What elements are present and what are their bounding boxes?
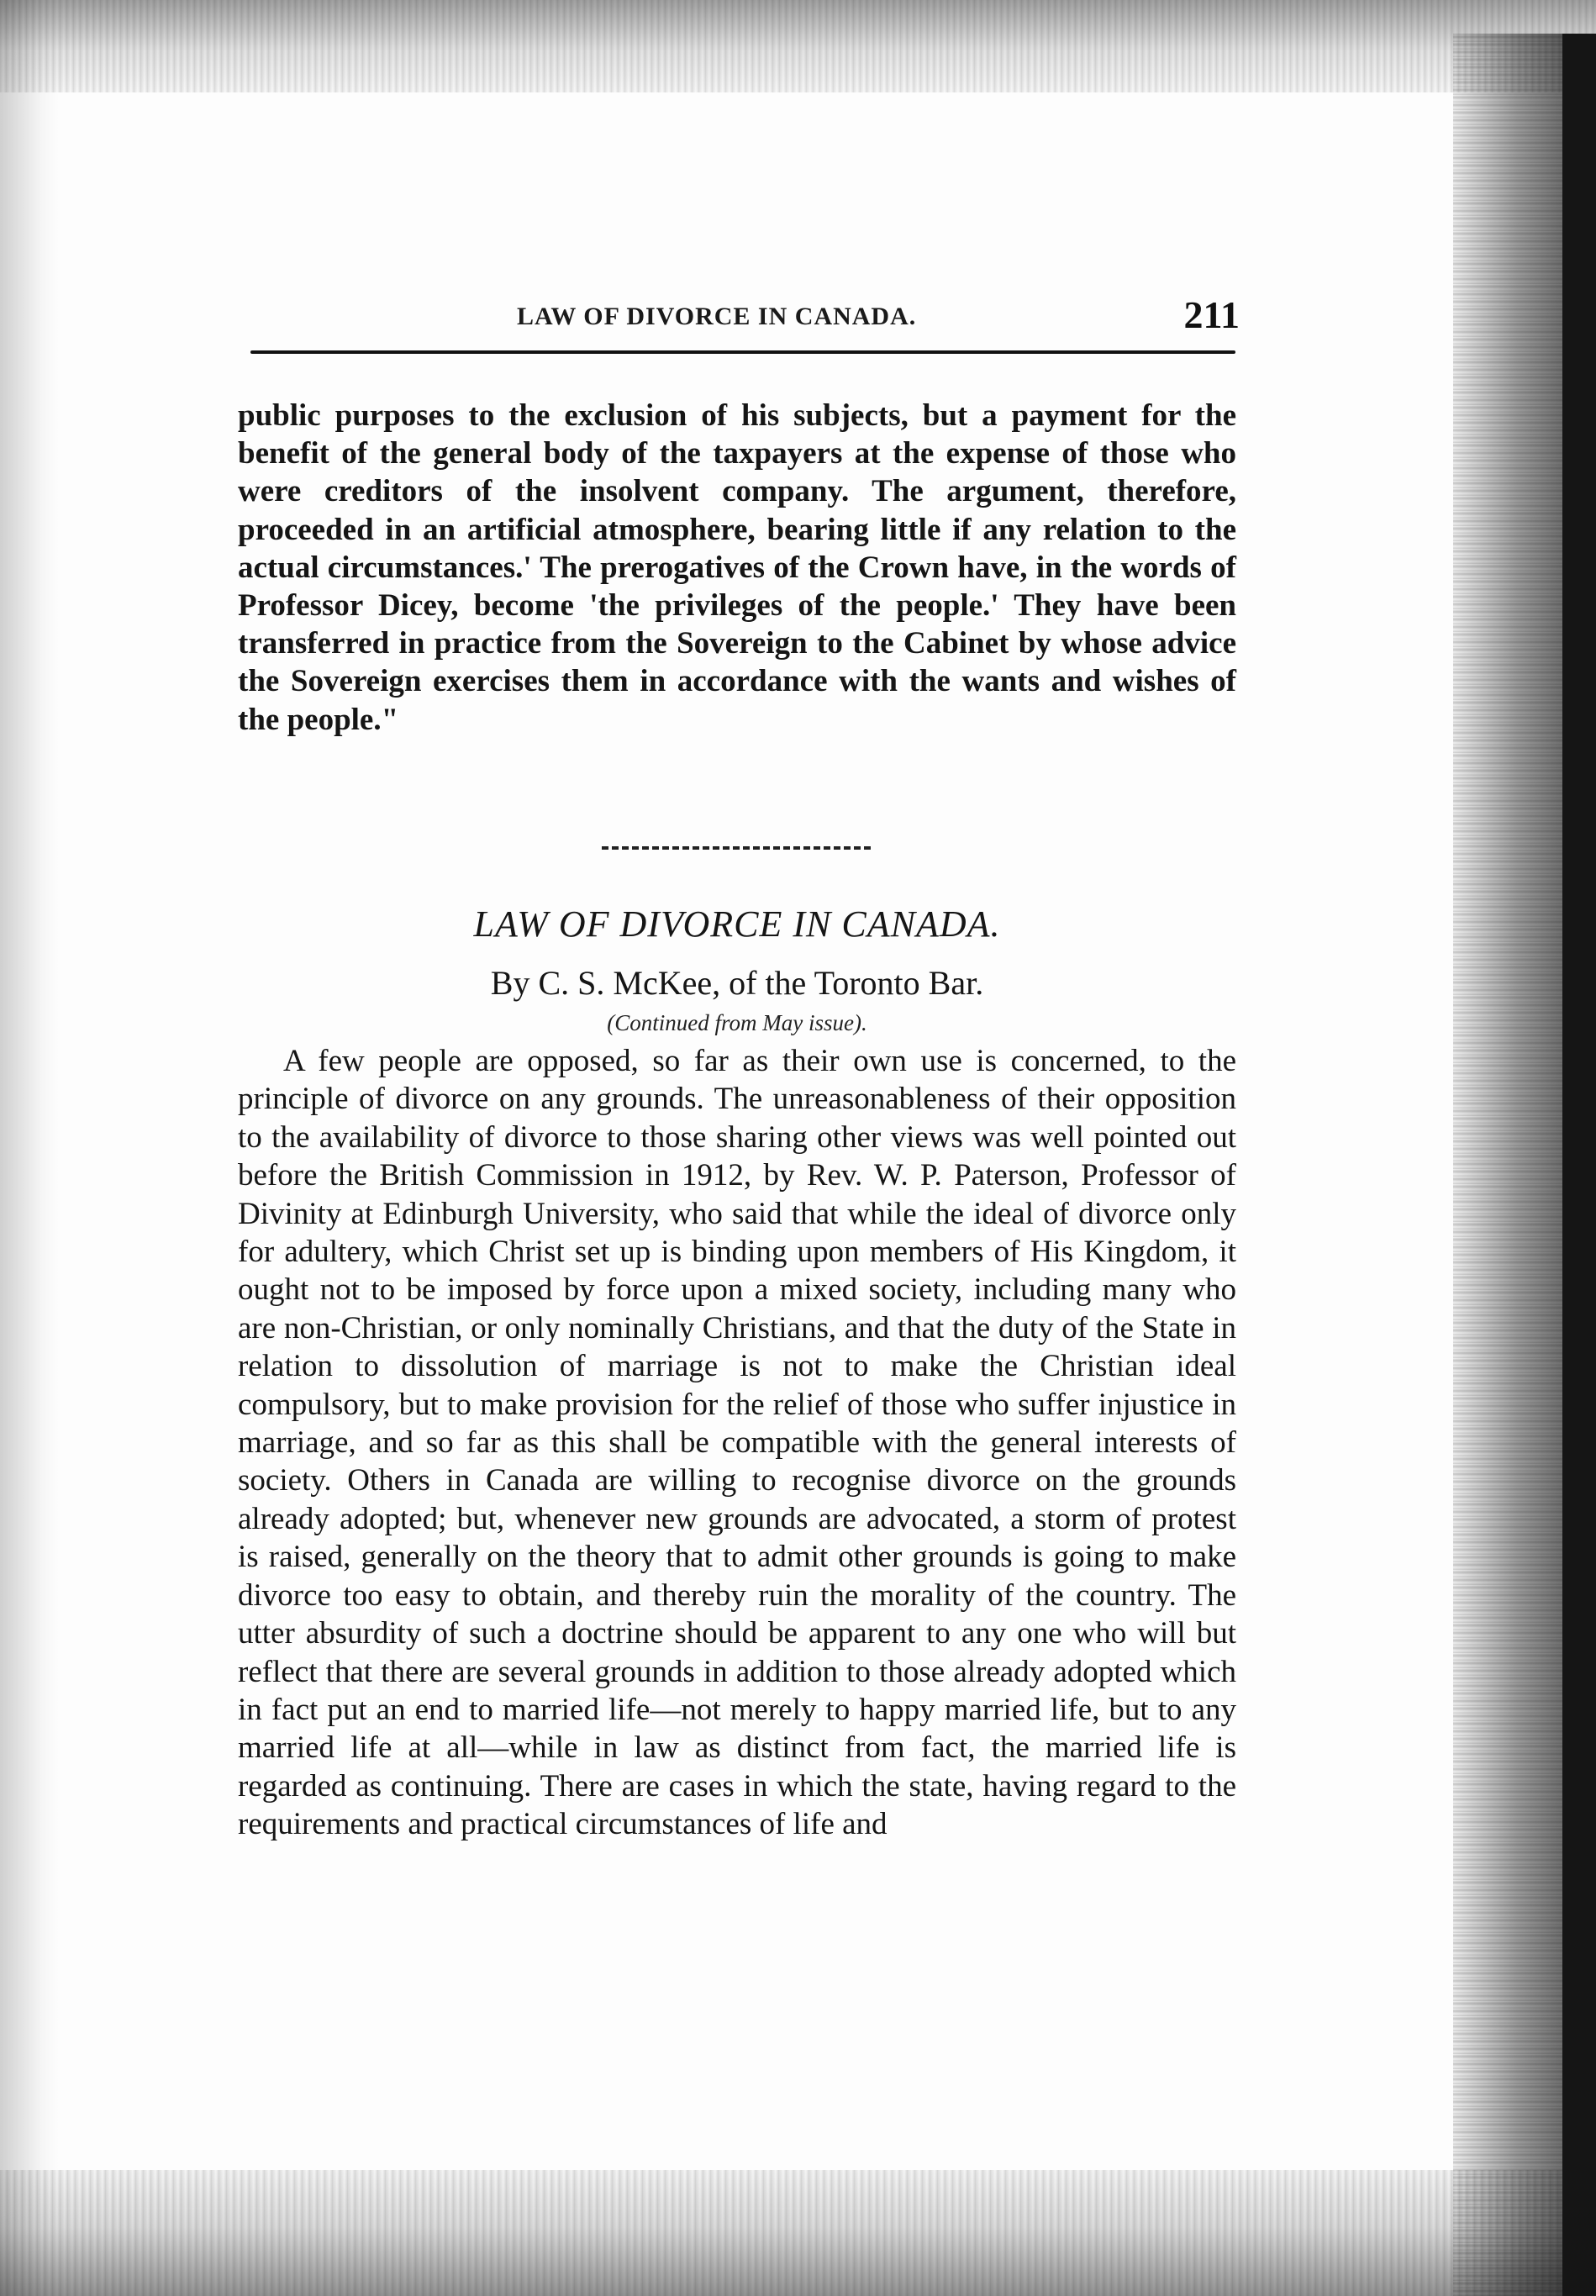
continued-note: (Continued from May issue). [607,1010,867,1035]
section-divider [602,846,871,850]
article-title: LAW OF DIVORCE IN CANADA. [473,903,1001,945]
page-number: 211 [1183,293,1240,336]
book-gutter-shadow [1562,34,1596,2296]
article-body-paragraph: A few people are opposed, so far as their own use is concerned, to the principle of divorce on any grounds. The unreasonableness of their opposition to the availability of divorce to those sharing other views was well pointed out before the British Commission in 1912, by Rev. W. P. Paterson, Professor of Divinity at Edinburgh University, who said that while the ideal of divorce only for adultery, which Christ set up is binding upon members of His Kingdom, it ought not to be imposed by force upon a mixed society, including many who are non-Christian, or only nominally Christians, and that the duty of the State in relation to dissolution of marriage is not to make the Christian ideal compulsory, but to make provision for the relief of those who suffer injustice in marriage, and so far as this shall be compatible with the general interests of society. Others in Canada are willing to recognise divorce on the grounds already adopted; but, whenever new grounds are advocated, a storm of protest is raised, generally on the theory that to admit other grounds is going to make divorce too easy to obtain, and thereby ruin the morality of the country. The utter absurdity of such a doctrine should be apparent to any one who will but reflect that there are several grounds in addition to those already adopted which in fact put an end to married life—not merely to happy married life, but to any married life at all—while in law as distinct from fact, the married life is regarded as continuing. There are cases in which the state, having regard to the requirements and practical circumstances of life and [238,1044,1236,1842]
scan-edge-bottom [0,2170,1596,2296]
running-header [240,292,1240,343]
scan-edge-top [0,0,1596,92]
intro-paragraph: public purposes to the exclusion of his subjects, but a payment for the benefit of the general body of the taxpayers at the expense of those who were creditors of the insolvent company. The argument, therefore, proceeded in an artificial atmosphere, bearing little if any relation to the actual circumstances.' The prerogatives of the Crown have, in the words of Professor Dicey, become 'the privileges of the people.' They have been transferred in practice from the Sovereign to the Cabinet by whose advice the Sovereign exercises them in accordance with the wants and wishes of the people." [238,398,1236,737]
running-header-title: LAW OF DIVORCE IN CANADA. [517,303,917,330]
article-byline: By C. S. McKee, of the Toronto Bar. [490,964,984,1002]
header-rule [250,350,1235,354]
scan-edge-left [0,0,59,2296]
